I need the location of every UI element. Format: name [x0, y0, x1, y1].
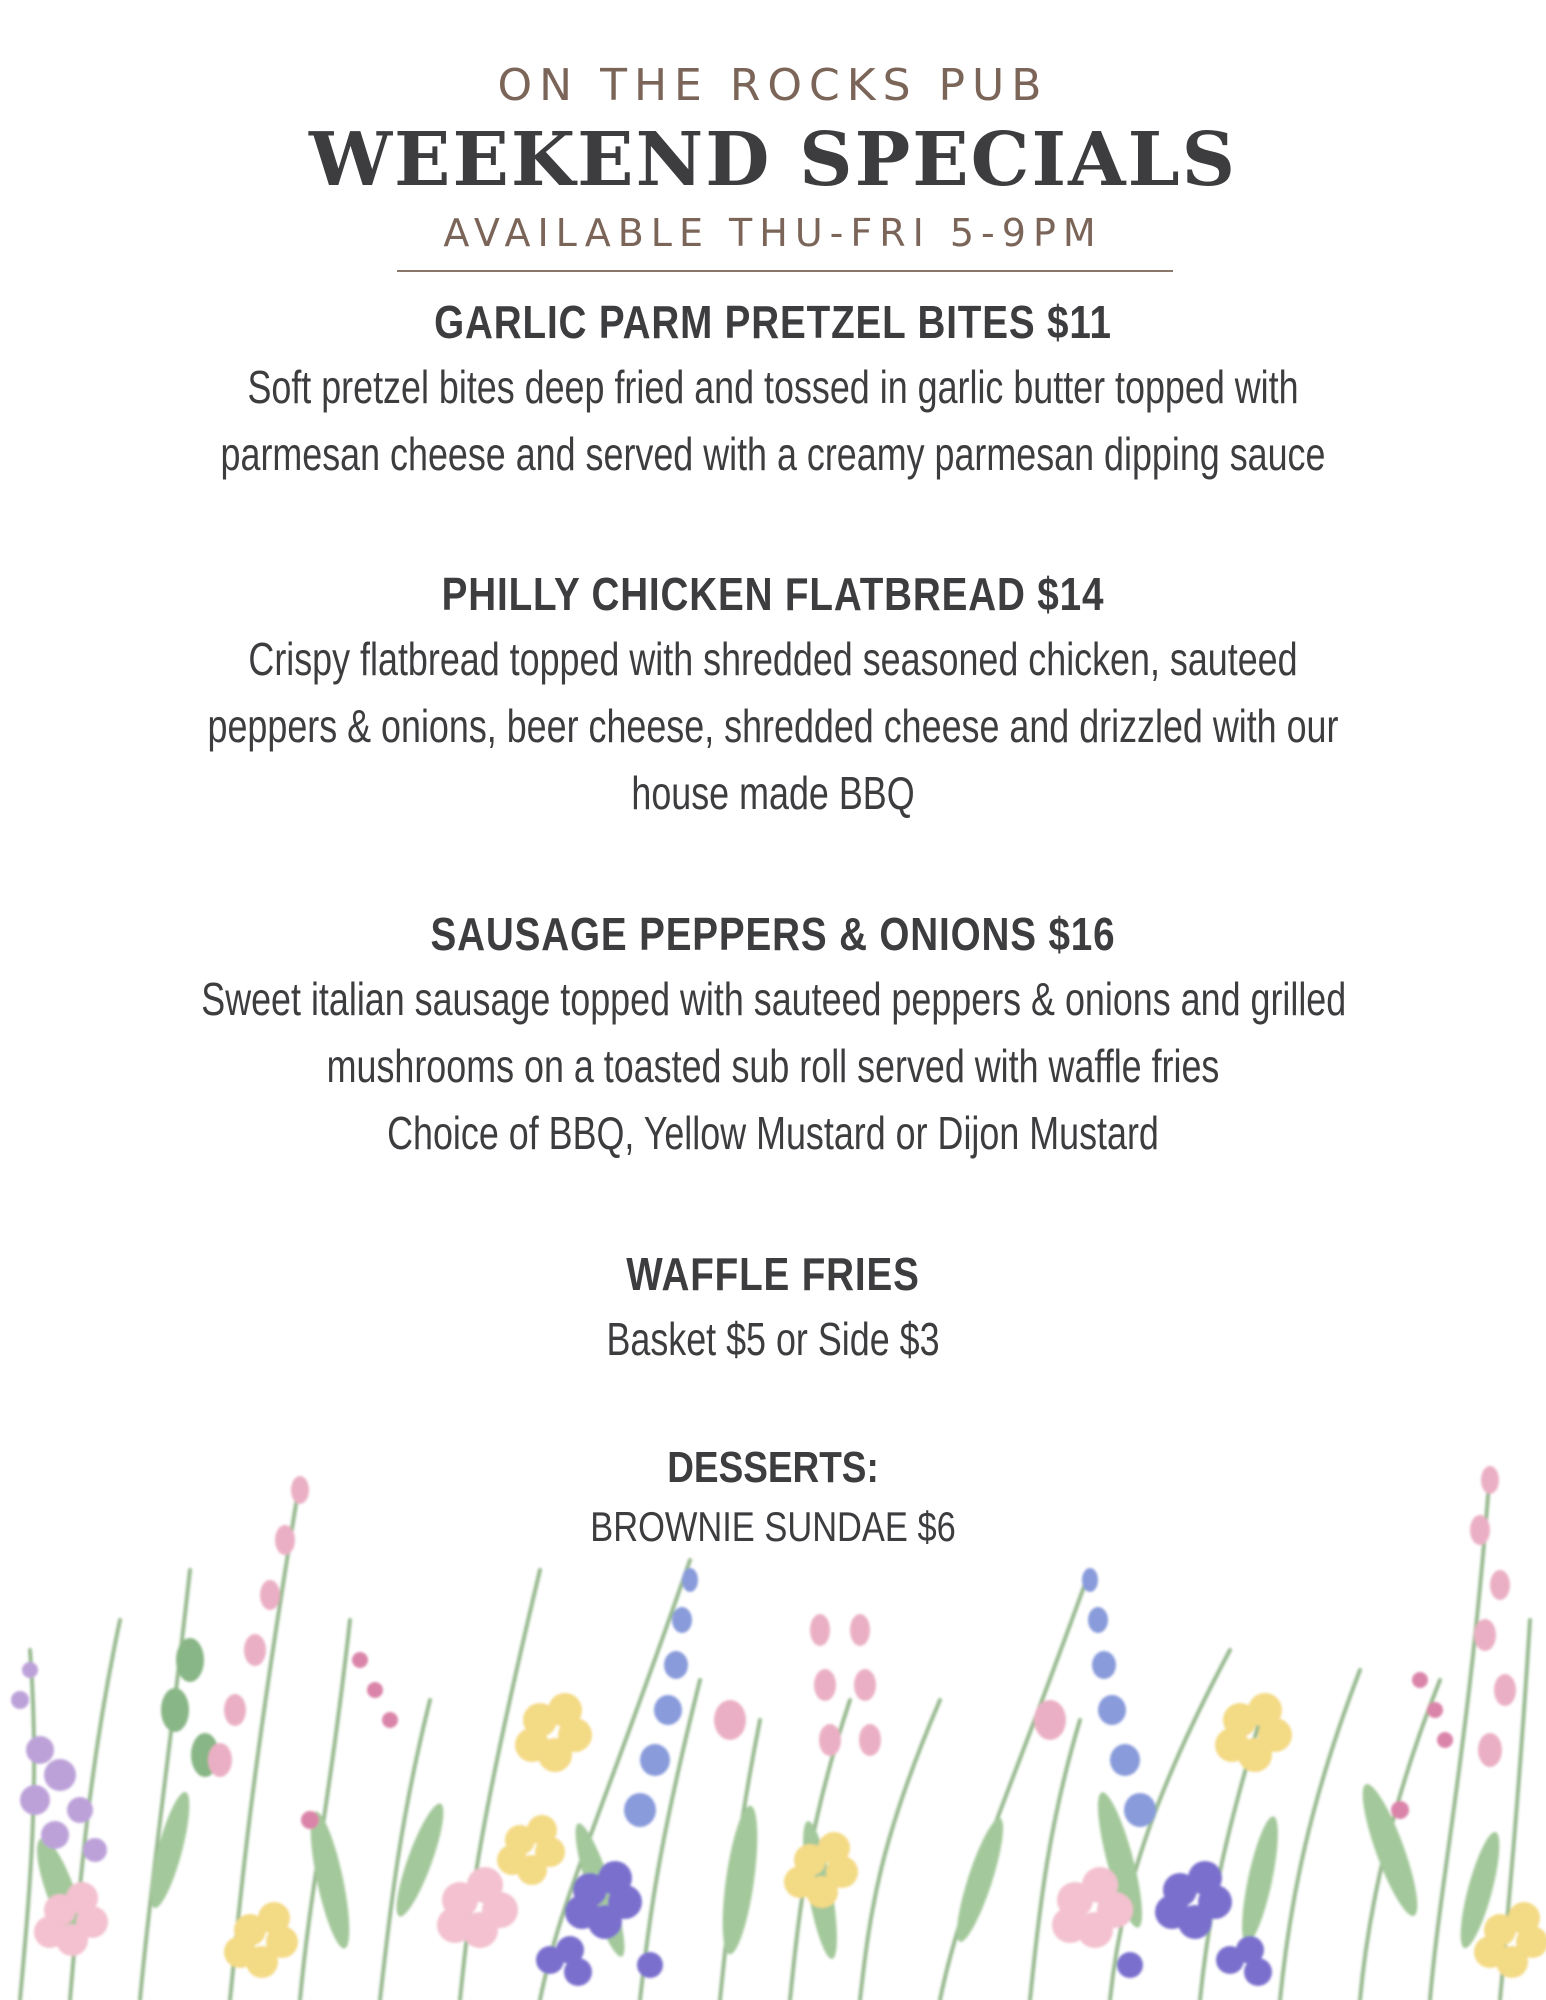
availability-text: AVAILABLE THU-FRI 5-9PM	[443, 211, 1103, 255]
item-name: PHILLY CHICKEN FLATBREAD $14	[441, 568, 1105, 620]
description-line: mushrooms on a toasted sub roll served with waffle fries	[326, 1040, 1220, 1092]
menu-item-sausage-peppers	[40, 902, 1506, 1167]
item-description	[201, 626, 1344, 827]
description-line: Crispy flatbread topped with shredded seasoned chicken, sauteed	[248, 633, 1298, 685]
description-line: Basket $5 or Side $3	[606, 1313, 940, 1365]
header-divider	[397, 270, 1173, 272]
desserts-section	[40, 1438, 1506, 1556]
menu-item-waffle-fries	[40, 1242, 1506, 1373]
description-line: peppers & onions, beer cheese, shredded cheese and drizzled with our	[207, 700, 1339, 752]
menu-item-philly-flatbread	[40, 562, 1506, 827]
description-line: Sweet italian sausage topped with sauteed peppers & onions and grilled	[201, 973, 1347, 1025]
menu-item-pretzel-bites	[40, 290, 1506, 488]
dessert-item: BROWNIE SUNDAE $6	[590, 1503, 956, 1550]
item-name: GARLIC PARM PRETZEL BITES $11	[434, 296, 1112, 348]
description-line: Soft pretzel bites deep fried and tossed in garlic butter topped with	[247, 361, 1299, 413]
item-name: WAFFLE FRIES	[626, 1248, 920, 1300]
item-description	[201, 1306, 1344, 1373]
description-line: Choice of BBQ, Yellow Mustard or Dijon Mustard	[387, 1107, 1159, 1159]
item-description	[201, 966, 1347, 1167]
description-line: house made BBQ	[631, 767, 915, 819]
menu-header	[0, 60, 1546, 258]
description-line: parmesan cheese and served with a creamy parmesan dipping sauce	[220, 428, 1326, 480]
item-description	[201, 354, 1344, 488]
page-title: WEEKEND SPECIALS	[308, 117, 1238, 203]
pub-name: ON THE ROCKS PUB	[497, 60, 1049, 111]
item-name: SAUSAGE PEPPERS & ONIONS $16	[430, 908, 1116, 960]
desserts-heading: DESSERTS:	[667, 1443, 879, 1492]
